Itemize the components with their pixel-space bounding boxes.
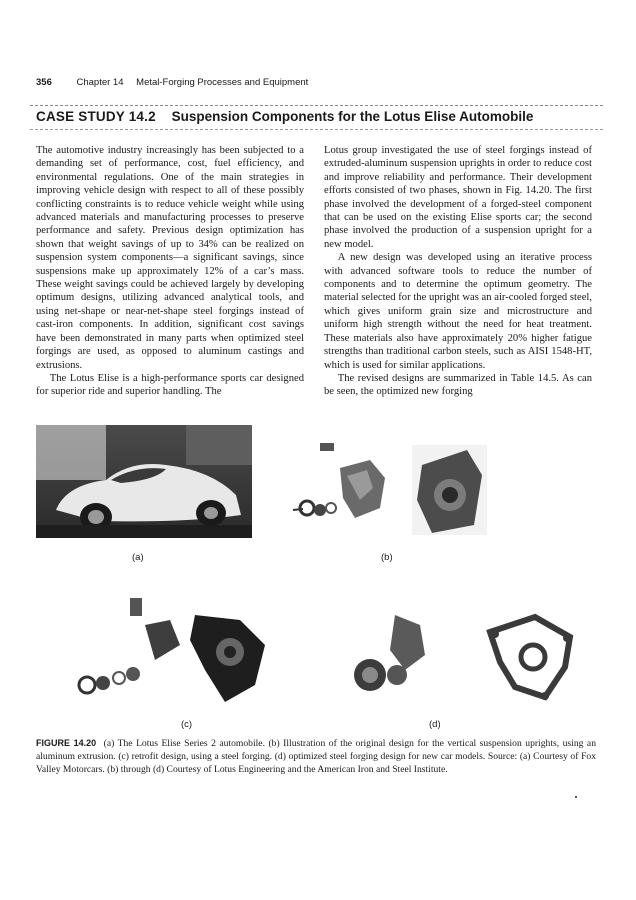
chapter-title: Metal-Forging Processes and Equipment xyxy=(136,77,309,88)
figure-label-d: (d) xyxy=(429,719,441,730)
body-column-left xyxy=(36,144,304,399)
chapter-label: Chapter 14 xyxy=(76,77,124,88)
case-study-title: Suspension Components for the Lotus Elise Automobile xyxy=(171,109,534,124)
figure-d-optimized-assembly xyxy=(335,610,445,695)
body-column-right xyxy=(324,144,592,399)
figure-a-car-photo xyxy=(36,425,252,538)
figure-d-forging-photo xyxy=(475,612,583,702)
paragraph: The automotive industry increasingly has been subjected to a demanding set of performance, cost, fuel efficiency, and environmental regulations. One of the main strategies in improving vehicle design with respect to all of these possibly conflicting constraints is to reduce vehicle weight while using advanced materials and manufacturing processes to preserve performance and safety. Previous design optimization has shown that weight savings of up to 34% can be realized on suspension system components—a significant savings, since suspensions make up approximately 12% of a car’s mass. These weight savings could be achieved largely by developing optimum designs, utilizing advanced analytical tools, and using net-shape or near-net-shape steel forgings instead of cast-iron components. In addition, significant cost savings have been demonstrated in many parts when optimized steel forgings are used, as opposed to aluminum castings and extrusions. xyxy=(36,145,304,371)
running-header xyxy=(36,77,308,88)
figure-label-a: (a) xyxy=(132,552,144,563)
paragraph: The revised designs are summarized in Table 14.5. As can be seen, the optimized new forging xyxy=(324,372,592,398)
page-number: 356 xyxy=(36,77,52,88)
figure-c-retrofit-design xyxy=(75,590,290,708)
figure-label-c: (c) xyxy=(181,719,193,730)
title-rule-top xyxy=(30,105,603,106)
paragraph: The Lotus Elise is a high-performance sports car designed for superior ride and superior handling. The xyxy=(36,372,304,398)
figure-label-b: (b) xyxy=(381,552,393,563)
scan-speck xyxy=(575,796,577,798)
case-study-title-bar xyxy=(36,109,533,124)
title-rule-bottom xyxy=(30,129,603,130)
figure-caption-number: FIGURE 14.20 xyxy=(36,738,97,748)
case-study-label: CASE STUDY 14.2 xyxy=(36,109,156,124)
paragraph: Lotus group investigated the use of steel forgings instead of extruded-aluminum suspension uprights in order to reduce cost and improve reliability and performance. Their development efforts consisted of two phases, shown in Fig. 14.20. The first phase involved the development of a forged-steel component that can be used on the existing Elise sports car; the second phase involved the production of a suspension upright for a new model. xyxy=(324,145,592,250)
figure-b-upright-photo xyxy=(412,445,487,535)
figure-caption xyxy=(36,737,596,776)
figure-b-exploded-assembly xyxy=(285,438,410,533)
figure-caption-text: (a) The Lotus Elise Series 2 automobile. (b) Illustration of the original design for the vertical suspension uprights, using an aluminum extrusion. (c) retrofit design, using a steel forging. (d) optimized steel forging design for new car models. Source: (a) Courtesy of Fox Valley Motorcars. (b) through (d) Courtesy of Lotus Engineering and the American Iron and Steel Institute. xyxy=(36,738,596,775)
paragraph: A new design was developed using an iterative process with advanced software tools to reduce the number of components and to determine the optimum geometry. The material selected for the upright was an air-cooled forged steel, which gives uniform grain size and microstructure and uniform high strength without the need for heat treatment. These materials also have approximately 20% higher fatigue strengths than traditional carbon steels, such as AISI 1548-HT, which is used for similar applications. xyxy=(324,252,592,371)
